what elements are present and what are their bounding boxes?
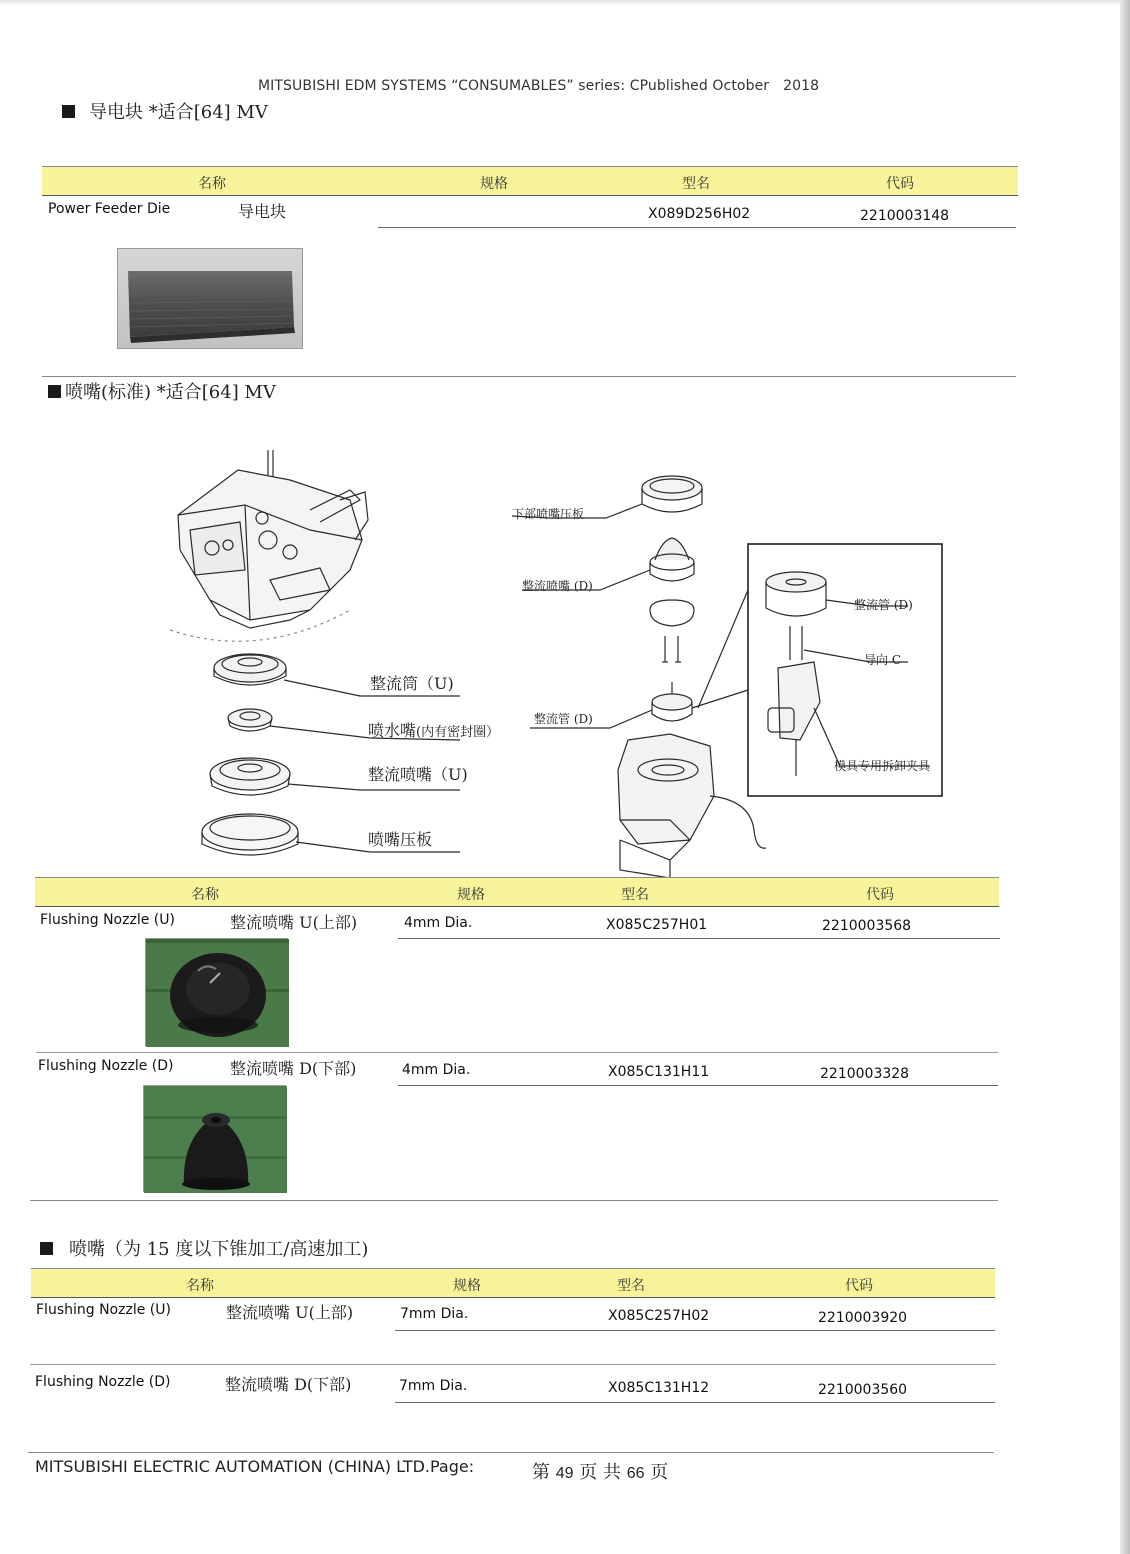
row-divider [378,227,1016,228]
label-muju-jiaju: 模具专用拆卸夹具 [834,759,931,773]
row-divider [398,1085,998,1086]
code: 2210003148 [860,208,950,224]
section-title-text: 导电块 *适合[64] MV [89,102,268,123]
page-post: 页 [650,1462,669,1483]
code: 2210003568 [822,918,912,934]
document-header [258,78,819,94]
model: X085C131H11 [608,1064,710,1080]
section-divider [30,1200,998,1201]
page-number: 49 [555,1465,574,1482]
label-daoxiang-c: 导向 C [864,653,901,667]
col-model: 型名 [617,1278,645,1294]
section-title-nozzle-taper [40,1235,368,1261]
spec: 4mm Dia. [404,915,473,931]
label-penshuizui-text: 喷水嘴 [368,721,417,740]
table-header-1 [42,166,1018,196]
col-code: 代码 [886,176,914,192]
name-cn: 整流喷嘴 U(上部) [226,1303,354,1322]
name-en: Flushing Nozzle (D) [35,1374,171,1390]
section-title-power-feeder [62,98,268,124]
square-bullet-icon [40,1242,53,1255]
label-zhengliupenzui-u: 整流喷嘴（U) [368,765,468,784]
model: X085C257H02 [608,1308,710,1324]
name-cn: 整流喷嘴 D(下部) [225,1375,352,1394]
flushing-nozzle-u-photo [145,938,288,1046]
label-penshuizui [368,718,499,741]
square-bullet-icon [62,105,75,118]
row-divider [395,1330,995,1331]
section-divider [42,376,1016,377]
table-header-3 [31,1268,995,1298]
label-penshuizui-note: (内有密封圈） [416,725,500,740]
footer-divider [28,1452,994,1453]
name-cn: 整流喷嘴 U(上部) [230,913,358,932]
col-code: 代码 [845,1278,873,1294]
power-feeder-die-photo [117,248,303,349]
col-spec: 规格 [453,1278,481,1294]
flushing-nozzle-d-photo [143,1085,286,1192]
page-total: 66 [626,1465,645,1482]
spec: 7mm Dia. [400,1306,469,1322]
name-en: Flushing Nozzle (U) [36,1302,171,1318]
code: 2210003560 [818,1382,908,1398]
scan-top-edge [0,0,1130,6]
name-en: Flushing Nozzle (U) [40,912,175,928]
label-penzuiyaban: 喷嘴压板 [368,830,433,849]
row-divider [395,1402,995,1403]
code: 2210003920 [818,1310,908,1326]
col-name: 名称 [191,887,219,903]
scan-right-edge [1120,0,1130,1554]
square-bullet-icon [48,385,61,398]
code: 2210003328 [820,1066,910,1082]
label-xiabu-penzuiyaban: 下部喷嘴压板 [512,507,585,521]
page-pre: 第 [532,1462,550,1483]
section-title-nozzle-standard [48,378,276,404]
row-divider [398,938,1000,939]
label-zhengliuguan-d-box: 整流管 (D) [854,598,913,612]
page-indicator [532,1458,668,1484]
table-header-2 [35,877,999,907]
header-year: 2018 [783,78,820,94]
model: X085C131H12 [608,1380,710,1396]
name-cn: 整流喷嘴 D(下部) [230,1059,357,1078]
col-model: 型名 [682,176,710,192]
name-en: Power Feeder Die [48,201,171,217]
col-code: 代码 [866,887,894,903]
name-en: Flushing Nozzle (D) [38,1058,174,1074]
spec: 7mm Dia. [399,1378,468,1394]
spec: 4mm Dia. [402,1062,471,1078]
col-spec: 规格 [457,887,485,903]
label-zhengliupenzui-d: 整流喷嘴 (D) [522,579,593,593]
col-name: 名称 [198,176,226,192]
row-divider-top [36,1052,998,1053]
page-mid: 页 共 [579,1462,621,1483]
row-divider-top [30,1364,996,1365]
model: X089D256H02 [648,206,751,222]
model: X085C257H01 [606,917,708,933]
header-text: MITSUBISHI EDM SYSTEMS “CONSUMABLES” series: CPublished October [258,78,770,94]
label-zhengliuguan-d-mid: 整流管 (D) [534,712,593,726]
col-name: 名称 [186,1278,214,1294]
section-title-text: 喷嘴(标准) *适合[64] MV [65,382,276,403]
section-title-text: 喷嘴（为 15 度以下锥加工/高速加工) [69,1239,369,1260]
col-model: 型名 [621,887,649,903]
name-cn: 导电块 [238,202,287,221]
footer-company: MITSUBISHI ELECTRIC AUTOMATION (CHINA) LTD.Page: [35,1457,475,1476]
label-zhengliutong-u: 整流筒（U) [370,674,454,693]
col-spec: 规格 [480,176,508,192]
